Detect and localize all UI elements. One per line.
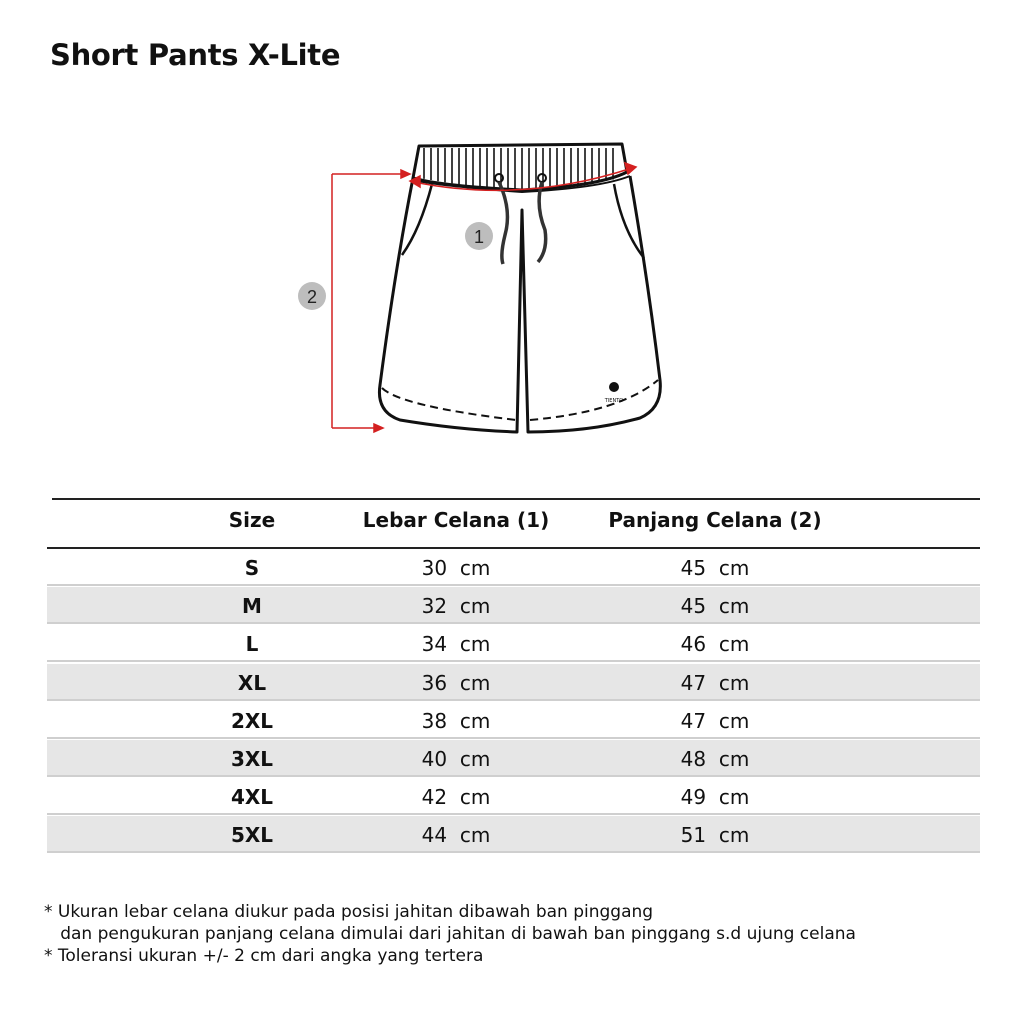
panjang-cell: 45 cm	[680, 594, 750, 619]
table-row	[47, 702, 980, 739]
size-cell: XL	[237, 670, 267, 695]
size-cell: 2XL	[230, 708, 274, 733]
table-row	[47, 816, 980, 853]
shorts-illustration	[0, 0, 1024, 480]
size-cell: S	[244, 556, 260, 580]
panjang-cell: 48 cm	[680, 747, 750, 771]
lebar-cell: 44 cm	[421, 823, 491, 848]
lebar-cell: 30 cm	[421, 556, 491, 580]
note-line: * Ukuran lebar celana diukur pada posisi jahitan dibawah ban pinggang	[44, 902, 654, 922]
header-panjang: Panjang Celana (2)	[608, 508, 822, 532]
panjang-cell: 51 cm	[680, 823, 750, 848]
measurement-arrows	[332, 163, 636, 432]
note-line: dan pengukuran panjang celana dimulai dari jahitan di bawah ban pinggang s.d ujung celana	[44, 924, 856, 944]
size-cell: L	[245, 632, 259, 657]
size-cell: 3XL	[230, 747, 274, 771]
page-title: Short Pants X-Lite	[50, 38, 341, 72]
panjang-cell: 47 cm	[680, 670, 750, 695]
table-row	[47, 740, 980, 777]
measure-marker-1	[465, 222, 493, 250]
lebar-cell: 34 cm	[421, 632, 491, 657]
size-cell: 4XL	[230, 785, 274, 810]
lebar-cell: 38 cm	[421, 708, 491, 733]
table-top-rule	[52, 498, 980, 500]
note-line: * Toleransi ukuran +/- 2 cm dari angka yang tertera	[44, 946, 484, 966]
svg-text:TIENTO: TIENTO	[604, 398, 624, 404]
table-row	[47, 549, 980, 586]
size-cell: M	[242, 594, 262, 619]
table-row	[47, 587, 980, 624]
size-cell: 5XL	[230, 823, 274, 848]
panjang-cell: 45 cm	[680, 556, 750, 580]
panjang-cell: 47 cm	[680, 708, 750, 733]
lebar-cell: 36 cm	[421, 670, 491, 695]
svg-text:1: 1	[473, 227, 485, 247]
panjang-cell: 46 cm	[680, 632, 750, 657]
lebar-cell: 42 cm	[421, 785, 491, 810]
notes	[44, 901, 856, 967]
table-row	[47, 625, 980, 662]
brand-logo	[604, 382, 623, 404]
table-row	[47, 664, 980, 701]
measure-marker-2	[298, 282, 326, 310]
lebar-cell: 32 cm	[421, 594, 491, 619]
header-size: Size	[228, 508, 276, 532]
lebar-cell: 40 cm	[421, 747, 491, 771]
svg-text:2: 2	[306, 287, 318, 307]
header-lebar: Lebar Celana (1)	[362, 508, 550, 532]
panjang-cell: 49 cm	[680, 785, 750, 810]
table-row	[47, 778, 980, 815]
